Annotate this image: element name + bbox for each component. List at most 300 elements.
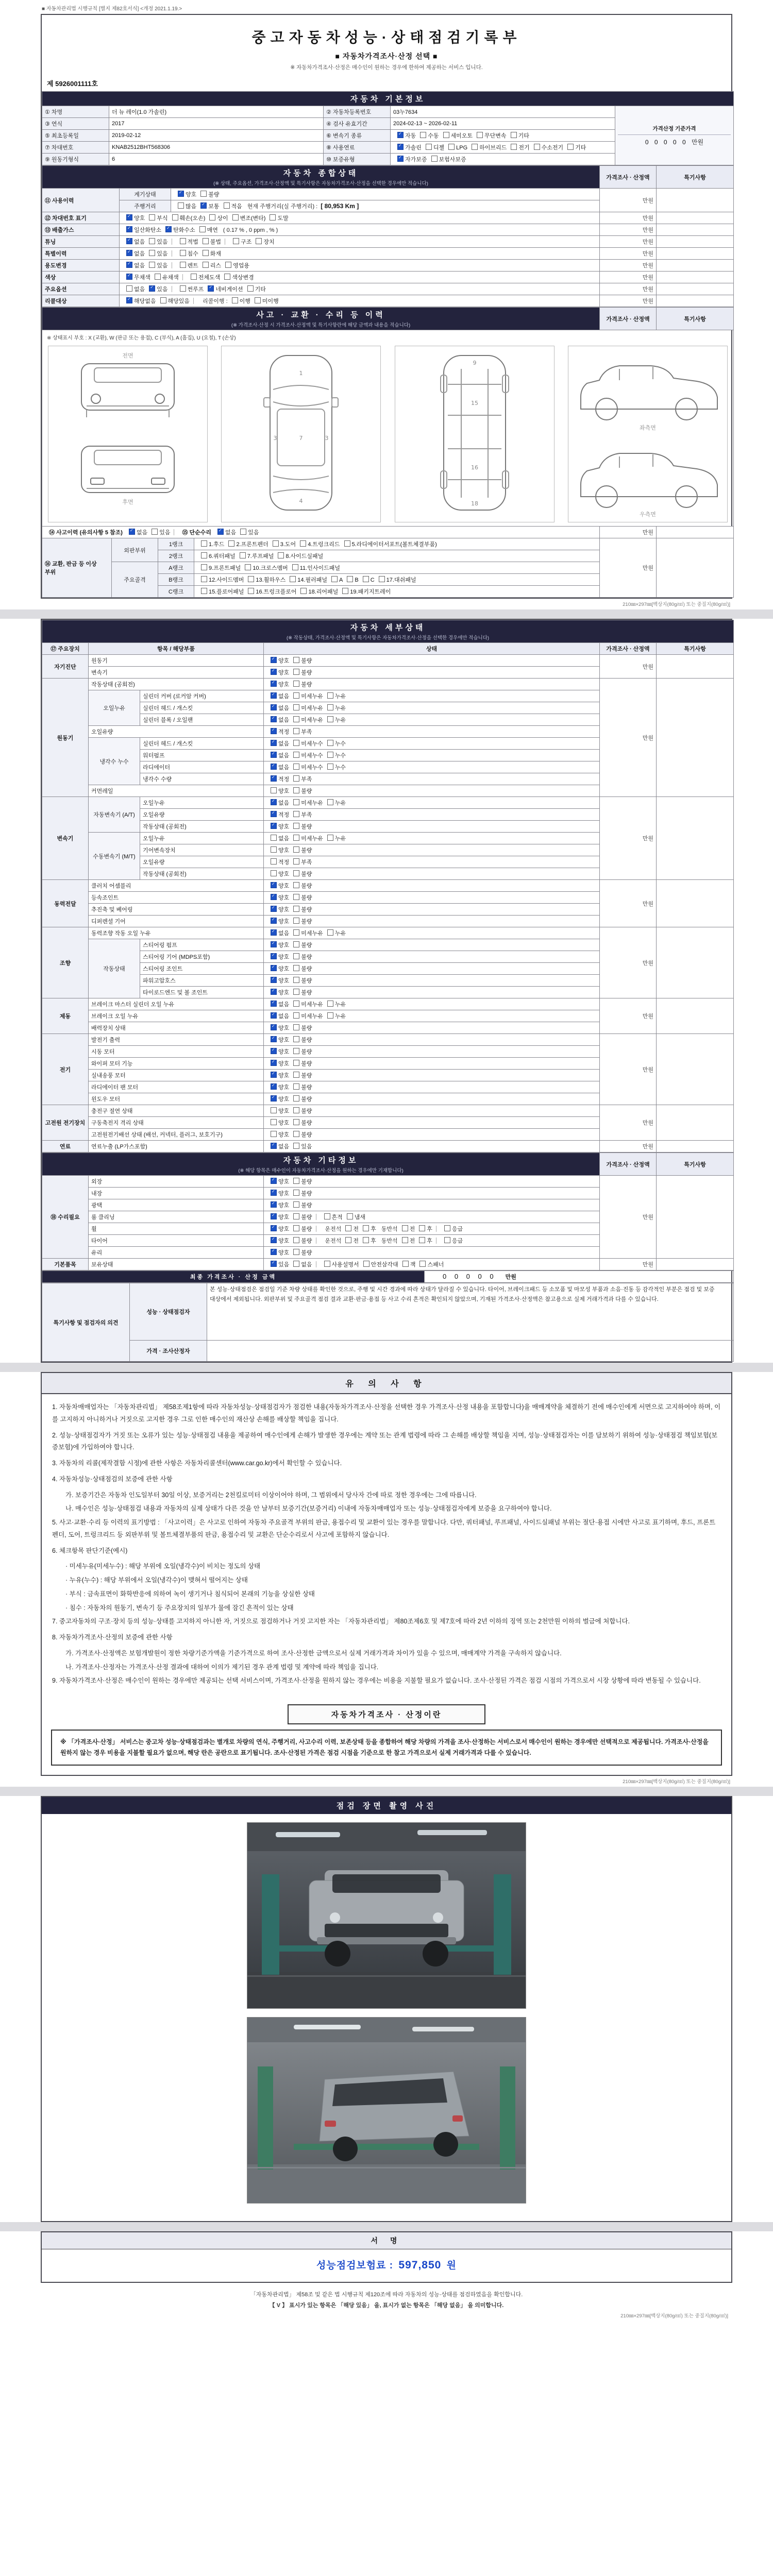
checkbox[interactable] [178, 202, 184, 209]
checkbox[interactable] [271, 858, 277, 865]
checkbox[interactable] [344, 540, 350, 547]
option-label: 양호 [278, 907, 290, 913]
state-cell [120, 248, 600, 260]
checkbox-checked[interactable] [397, 132, 404, 138]
checkbox[interactable] [293, 704, 299, 710]
state-cell [264, 785, 600, 797]
checkbox[interactable] [511, 144, 517, 150]
checkbox[interactable] [293, 1225, 299, 1231]
checkbox-checked[interactable] [271, 1024, 277, 1030]
checkbox[interactable] [293, 1190, 299, 1196]
checkbox-checked[interactable] [271, 977, 277, 983]
checkbox[interactable] [240, 529, 246, 535]
state-cell [264, 714, 600, 726]
option-label: 양호 [278, 871, 290, 877]
checkbox-checked[interactable] [271, 1012, 277, 1019]
checkbox[interactable] [240, 552, 246, 558]
price-cell: 만원 [600, 1176, 657, 1259]
checkbox[interactable] [402, 1237, 408, 1243]
checkbox-checked[interactable] [149, 285, 155, 292]
option-label: 불량 [301, 978, 312, 984]
option-label: 누유 [334, 1013, 346, 1020]
checkbox[interactable] [324, 1213, 330, 1219]
device-label: 고전원 전기장치 [42, 1105, 89, 1141]
checkbox[interactable] [347, 576, 353, 582]
checkbox[interactable] [293, 1201, 299, 1208]
option-label: 누유 [334, 836, 346, 842]
group-label: 리콜대상 [42, 295, 120, 307]
checkbox[interactable] [345, 1237, 351, 1243]
checkbox-checked[interactable] [271, 894, 277, 900]
checkbox[interactable] [293, 906, 299, 912]
checkbox[interactable] [245, 564, 251, 570]
checkbox-checked[interactable] [126, 297, 132, 303]
checkbox[interactable] [300, 540, 306, 547]
option-label: 불량 [301, 1226, 312, 1232]
checkbox[interactable] [180, 285, 186, 292]
price-column-header: 가격조사 · 산정액 [600, 1153, 657, 1176]
photo-area [42, 1814, 731, 2221]
checkbox[interactable] [293, 1261, 299, 1267]
checkbox[interactable] [293, 681, 299, 687]
item-label: 오일유량 [140, 856, 264, 868]
checkbox-checked[interactable] [271, 1201, 277, 1208]
checkbox-checked[interactable] [271, 918, 277, 924]
checkbox[interactable] [293, 929, 299, 936]
checkbox[interactable] [293, 787, 299, 793]
checkbox[interactable] [293, 941, 299, 947]
item-label: 외장 [89, 1176, 264, 1188]
checkbox[interactable] [345, 1225, 351, 1231]
checkbox[interactable] [149, 238, 155, 244]
checkbox[interactable] [327, 764, 333, 770]
checkbox[interactable] [203, 250, 209, 256]
checkbox-checked[interactable] [165, 226, 172, 232]
checkbox-checked[interactable] [271, 728, 277, 734]
checkbox[interactable] [271, 1107, 277, 1113]
checkbox[interactable] [327, 835, 333, 841]
checkbox[interactable] [293, 728, 299, 734]
price-cell: 만원 [600, 272, 657, 283]
checkbox-checked[interactable] [271, 882, 277, 888]
option-label: 훼손(오손) [179, 215, 206, 222]
checkbox-checked[interactable] [271, 953, 277, 959]
checkbox[interactable] [293, 811, 299, 817]
checkbox[interactable] [342, 588, 348, 594]
checkbox[interactable] [327, 704, 333, 710]
final-price-value: 0 0 0 0 0 만원 [425, 1271, 734, 1283]
checkbox[interactable] [225, 262, 231, 268]
checkbox[interactable] [155, 274, 161, 280]
category-label: 냉각수 누수 [89, 738, 140, 785]
checkbox[interactable] [444, 1225, 450, 1231]
checkbox[interactable] [363, 1225, 369, 1231]
checkbox[interactable] [232, 297, 238, 303]
category-label: 작동상태 [89, 939, 140, 998]
checkbox[interactable] [293, 1072, 299, 1078]
item-label: 배력장치 상태 [89, 1022, 264, 1034]
checkbox[interactable] [270, 214, 276, 221]
checkbox[interactable] [402, 1261, 409, 1267]
checkbox[interactable] [201, 576, 207, 582]
checkbox[interactable] [180, 238, 186, 244]
checkbox[interactable] [443, 132, 449, 138]
checkbox[interactable] [126, 285, 132, 292]
checkbox[interactable] [224, 274, 230, 280]
option-label: 있음 [278, 1262, 290, 1268]
checkbox-checked[interactable] [271, 1225, 277, 1231]
option-label: 불량 [301, 907, 312, 913]
checkbox[interactable] [293, 965, 299, 971]
checkbox[interactable] [293, 669, 299, 675]
checkbox-checked[interactable] [126, 250, 132, 256]
checkbox[interactable] [426, 144, 432, 150]
option-label: 전 [409, 1238, 415, 1244]
checkbox[interactable] [293, 775, 299, 782]
checkbox[interactable] [327, 1012, 333, 1019]
checkbox[interactable] [271, 870, 277, 876]
checkbox[interactable] [293, 870, 299, 876]
rank-label: A랭크 [158, 562, 194, 574]
checkbox[interactable] [293, 835, 299, 841]
checkbox-checked[interactable] [271, 681, 277, 687]
checkbox[interactable] [293, 752, 299, 758]
inline-label: ( 0.17 % , 0 ppm , % ) [223, 227, 278, 233]
checkbox[interactable] [271, 1119, 277, 1125]
note-cell [657, 224, 734, 236]
checkbox[interactable] [293, 1143, 299, 1149]
state-cell [264, 916, 600, 927]
checkbox[interactable] [180, 250, 186, 256]
checkbox-checked[interactable] [271, 704, 277, 710]
field-value [391, 154, 615, 165]
item-label: 작동상태 (공회전) [89, 679, 264, 690]
record-page [41, 0, 732, 2334]
checkbox[interactable] [327, 799, 333, 805]
checkbox[interactable] [431, 156, 438, 162]
note-cell [657, 679, 734, 797]
checkbox[interactable] [444, 1237, 450, 1243]
checkbox[interactable] [201, 540, 207, 547]
checkbox-checked[interactable] [271, 752, 277, 758]
checkbox[interactable] [402, 1225, 408, 1231]
checkbox[interactable] [293, 977, 299, 983]
field-value [391, 142, 615, 154]
option-label: 영업용 [233, 263, 249, 269]
checkbox-checked[interactable] [397, 144, 404, 150]
checkbox-checked[interactable] [271, 1048, 277, 1054]
checkbox[interactable] [293, 692, 299, 699]
overall-row [42, 189, 734, 200]
checkbox-checked[interactable] [271, 669, 277, 675]
checkbox-checked[interactable] [271, 1072, 277, 1078]
checkbox-checked[interactable] [271, 775, 277, 782]
checkbox-checked[interactable] [208, 285, 214, 292]
checkbox[interactable] [327, 716, 333, 722]
checkbox[interactable] [419, 1237, 425, 1243]
checkbox[interactable] [293, 1036, 299, 1042]
checkbox[interactable] [419, 1261, 426, 1267]
checkbox[interactable] [248, 588, 254, 594]
checkbox[interactable] [419, 1225, 425, 1231]
checkbox[interactable] [293, 846, 299, 853]
checkbox[interactable] [209, 214, 215, 221]
checkbox[interactable] [149, 250, 155, 256]
checkbox-checked[interactable] [271, 657, 277, 663]
option-label: 부족 [301, 859, 312, 866]
final-price-label: 최종 가격조사 · 산정 금액 [42, 1271, 425, 1283]
note-cell [657, 248, 734, 260]
checkbox-checked[interactable] [271, 929, 277, 936]
note-cell [657, 880, 734, 927]
checkbox[interactable] [271, 787, 277, 793]
checkbox[interactable] [232, 214, 239, 221]
option-label: 자가보증 [405, 157, 427, 163]
option-label: 누수 [334, 765, 346, 771]
option-label: 양호 [278, 1025, 290, 1031]
checkbox-checked[interactable] [271, 906, 277, 912]
checkbox[interactable] [511, 132, 517, 138]
field-value: KNAB2512BHT568306 [109, 142, 324, 154]
checkbox[interactable] [293, 1060, 299, 1066]
checkbox[interactable] [191, 274, 197, 280]
checkbox-checked[interactable] [200, 202, 207, 209]
checkbox[interactable] [567, 144, 574, 150]
checkbox[interactable] [293, 882, 299, 888]
checkbox[interactable] [293, 1237, 299, 1243]
opinion-label: 특기사항 및 점검자의 의견 [42, 1283, 130, 1362]
rank-label: 1랭크 [158, 538, 194, 550]
option-label: 양호 [278, 1073, 290, 1079]
checkbox[interactable] [293, 953, 299, 959]
checkbox[interactable] [293, 740, 299, 746]
option-label: 양호 [278, 883, 290, 889]
checkbox[interactable] [327, 752, 333, 758]
checkbox[interactable] [160, 297, 166, 303]
checkbox-checked[interactable] [271, 764, 277, 770]
checkbox-checked[interactable] [126, 214, 132, 221]
checkbox[interactable] [293, 1083, 299, 1090]
checkbox[interactable] [200, 191, 207, 197]
checkbox-checked[interactable] [271, 1178, 277, 1184]
checkbox-checked[interactable] [271, 740, 277, 746]
checkbox[interactable] [149, 214, 155, 221]
checkbox-checked[interactable] [271, 716, 277, 722]
checkbox[interactable] [293, 799, 299, 805]
field-value: 2024-02-13 ~ 2026-02-11 [391, 118, 615, 130]
checkbox[interactable] [293, 823, 299, 829]
checkbox[interactable] [293, 918, 299, 924]
checkbox[interactable] [271, 846, 277, 853]
option-label: 가솔린 [405, 145, 422, 151]
checkbox[interactable] [293, 1024, 299, 1030]
option-label: 양호 [278, 919, 290, 925]
checkbox[interactable] [448, 144, 455, 150]
checkbox[interactable] [273, 540, 279, 547]
checkbox-checked[interactable] [271, 1237, 277, 1243]
checkbox[interactable] [293, 764, 299, 770]
checkbox[interactable] [327, 692, 333, 699]
checkbox-checked[interactable] [271, 1190, 277, 1196]
checkbox[interactable] [363, 576, 369, 582]
checkbox[interactable] [293, 1249, 299, 1255]
option-label: 있음 [157, 286, 168, 293]
checkbox[interactable] [199, 226, 206, 232]
checkbox-checked[interactable] [271, 965, 277, 971]
checkbox[interactable] [477, 132, 483, 138]
checkbox[interactable] [293, 716, 299, 722]
checkbox[interactable] [255, 297, 261, 303]
checkbox[interactable] [293, 894, 299, 900]
checkbox-checked[interactable] [126, 262, 132, 268]
checkbox[interactable] [256, 238, 262, 244]
checkbox[interactable] [172, 214, 178, 221]
checkbox-checked[interactable] [397, 156, 404, 162]
option-label: 양호 [278, 1191, 290, 1197]
footer-mark-line: 【 V 】 표시가 있는 항목은 「해당 있음」 을, 표시가 없는 항목은 「해당 없음」 을 의미합니다. [269, 2302, 504, 2309]
car-top-diagram [224, 348, 378, 518]
checkbox[interactable] [247, 285, 254, 292]
checkbox[interactable] [472, 144, 478, 150]
checkbox[interactable] [224, 202, 230, 209]
checkbox[interactable] [201, 564, 207, 570]
checkbox[interactable] [347, 1213, 353, 1219]
checkbox[interactable] [271, 835, 277, 841]
checkbox[interactable] [293, 1119, 299, 1125]
checkbox[interactable] [293, 1048, 299, 1054]
checkbox[interactable] [293, 1012, 299, 1019]
checkbox[interactable] [149, 262, 155, 268]
fee-label: 성능점검보험료 : [316, 2260, 394, 2271]
item-label: 스티어링 펌프 [140, 939, 264, 951]
option-label: LPG [456, 145, 468, 151]
checkbox-checked[interactable] [271, 811, 277, 817]
checkbox[interactable] [293, 1095, 299, 1101]
section-gap [0, 609, 773, 619]
checkbox[interactable] [327, 1001, 333, 1007]
option-label: 보험사보증 [439, 157, 466, 163]
checkbox[interactable] [300, 588, 307, 594]
state-cell [264, 844, 600, 856]
checkbox[interactable] [292, 564, 298, 570]
checkbox[interactable] [363, 1261, 369, 1267]
checkbox-checked[interactable] [126, 226, 132, 232]
notice-item: 9. 자동차가격조사·산정은 매수인이 원하는 경우에만 제공되는 선택 서비스이며, 가격조사·산정을 원하지 않는 경우에는 비용을 지불할 필요가 없습니다. 조사·산정된 가격은 점검 시점의 가격으로서 시장 상황에 따라 변동될 수 있습니다. [52, 1677, 701, 1685]
checkbox[interactable] [203, 238, 209, 244]
checkbox[interactable] [152, 529, 158, 535]
checkbox-checked[interactable] [271, 799, 277, 805]
checkbox-checked[interactable] [271, 1036, 277, 1042]
checkbox[interactable] [201, 588, 207, 594]
checkbox-checked[interactable] [217, 529, 224, 535]
checkbox[interactable] [534, 144, 540, 150]
checkbox-checked[interactable] [271, 1261, 277, 1267]
item-label: 작동상태 (공회전) [140, 821, 264, 833]
state-cell [264, 1070, 600, 1081]
checkbox-checked[interactable] [271, 692, 277, 699]
checkbox-checked[interactable] [178, 191, 184, 197]
checkbox[interactable] [293, 1213, 299, 1219]
group-label: ⑪ 사용이력 [42, 189, 120, 212]
checkbox-checked[interactable] [271, 1143, 277, 1149]
checkbox-checked[interactable] [271, 823, 277, 829]
device-label: 동력전달 [42, 880, 89, 927]
price-cell: 만원 [600, 998, 657, 1034]
option-label: 18.리어패널 [308, 589, 339, 595]
checkbox[interactable] [293, 1107, 299, 1113]
field-label: ③ 연식 [42, 118, 109, 130]
checkbox[interactable] [271, 1131, 277, 1137]
svg-text:우측면: 우측면 [640, 511, 656, 518]
state-cell [264, 726, 600, 738]
option-label: 있음 [301, 1144, 312, 1150]
checkbox-checked[interactable] [271, 1249, 277, 1255]
checkbox-checked[interactable] [126, 274, 132, 280]
checkbox[interactable] [278, 552, 284, 558]
checkbox-checked[interactable] [271, 1060, 277, 1066]
checkbox[interactable] [201, 552, 207, 558]
checkbox[interactable] [379, 576, 385, 582]
option-label: 있음 [248, 530, 259, 536]
svg-text:3: 3 [273, 435, 277, 442]
checkbox[interactable] [331, 576, 338, 582]
checkbox-checked[interactable] [271, 941, 277, 947]
notice-item: 가. 보증기간은 자동차 인도일부터 30일 이상, 보증거리는 2천킬로미터 이상이어야 하며, 그 범위에서 당사자 간에 따로 정한 경우에는 그에 따릅니다. [65, 1491, 477, 1499]
option-label: 불량 [301, 1025, 312, 1031]
checkbox[interactable] [180, 262, 186, 268]
checkbox[interactable] [293, 858, 299, 865]
checkbox[interactable] [293, 657, 299, 663]
checkbox[interactable] [293, 989, 299, 995]
option-label: 불량 [301, 1061, 312, 1067]
checkbox[interactable] [293, 1178, 299, 1184]
photo-box [41, 1796, 732, 2222]
checkbox[interactable] [233, 238, 239, 244]
checkbox-checked[interactable] [271, 1001, 277, 1007]
checkbox[interactable] [290, 576, 296, 582]
option-label: 수소전기 [541, 145, 564, 151]
checkbox[interactable] [293, 1131, 299, 1137]
checkbox-checked[interactable] [129, 529, 135, 535]
option-label: 누수 [334, 753, 346, 759]
option-label: 5.라디에이터서포트(볼트체결부품) [351, 541, 437, 548]
checkbox[interactable] [420, 132, 426, 138]
state-cell [264, 1223, 600, 1235]
checkbox[interactable] [363, 1237, 369, 1243]
checkbox[interactable] [327, 740, 333, 746]
checkbox-checked[interactable] [271, 1213, 277, 1219]
state-cell [264, 1176, 600, 1188]
checkbox[interactable] [327, 929, 333, 936]
accident-history-label: ⑭ 사고이력 (유의사항 5 참조) [49, 530, 123, 536]
checkbox[interactable] [324, 1261, 330, 1267]
checkbox[interactable] [248, 576, 254, 582]
checkbox[interactable] [203, 262, 209, 268]
checkbox[interactable] [293, 1001, 299, 1007]
print-spec: 210㎜×297㎜[백상지(80g/㎡) 또는 중질지(80g/㎡)] [623, 1779, 730, 1785]
checkbox-checked[interactable] [271, 1083, 277, 1090]
checkbox-checked[interactable] [271, 1095, 277, 1101]
state-cell [264, 951, 600, 963]
state-cell [264, 1058, 600, 1070]
price-column-header: 가격조사 · 산정액 [600, 308, 657, 330]
checkbox[interactable] [228, 540, 234, 547]
exchange-row [42, 538, 734, 550]
checkbox-checked[interactable] [271, 989, 277, 995]
diagram-side-views [568, 346, 728, 522]
option-label: 전 [409, 1226, 415, 1232]
checkbox-checked[interactable] [126, 238, 132, 244]
